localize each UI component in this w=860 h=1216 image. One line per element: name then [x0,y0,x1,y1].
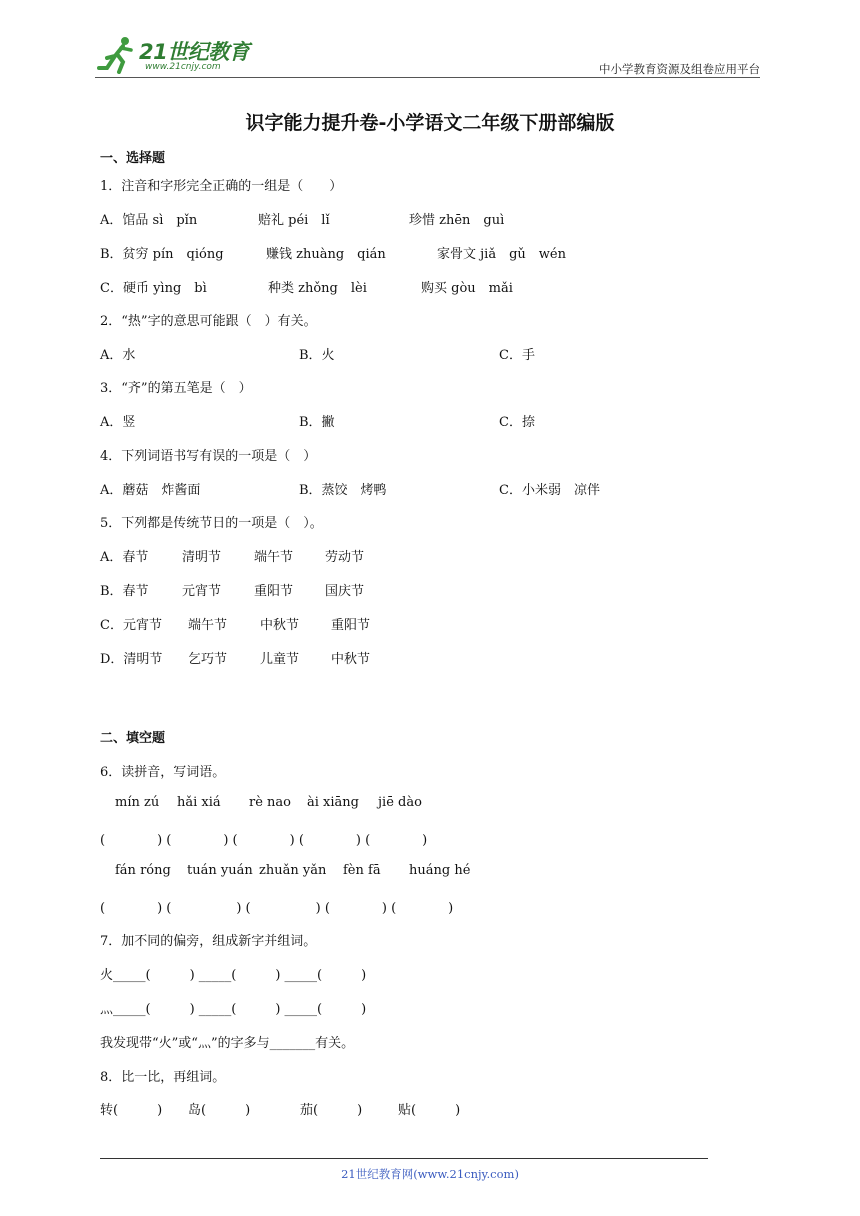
pinyin: fèn fā [343,863,381,878]
question-7-row-2: 灬_____( ) _____( ) _____( ) [100,1002,367,1017]
section-heading-fill: 二、填空题 [100,731,166,746]
option-part: A．馆品 sì pǐn [100,213,198,228]
platform-name: 中小学教育资源及组卷应用平台 [599,62,760,76]
option-c: C．小米弱 凉伴 [499,483,600,498]
option-part: 家骨文 jiǎ gǔ wén [437,247,566,262]
question-7-stem: 7．加不同的偏旁，组成新字并组词。 [100,934,317,949]
question-6-blanks-row-1: ( ) ( ) ( ) ( ) ( ) [100,833,428,848]
option-part: 重阳节 [331,618,371,633]
option-part: 儿童节 [260,652,300,667]
option-c: C．捺 [499,415,535,430]
pinyin: ài xiāng [307,795,359,810]
option-part: 珍惜 zhēn guì [409,213,505,228]
question-7-row-1: 火_____( ) _____( ) _____( ) [100,968,367,983]
option-part: D．清明节 [100,652,163,667]
option-part: 赔礼 péi lǐ [258,213,330,228]
compare-item: 贴( ) [398,1103,461,1118]
option-part: 中秋节 [260,618,300,633]
pinyin: jiē dào [378,795,422,810]
pinyin: tuán yuán [187,863,253,878]
option-part: 赚钱 zhuàng qián [266,247,386,262]
question-3-stem: 3．“齐”的第五笔是（ ） [100,381,252,396]
pinyin: zhuǎn yǎn [259,863,327,878]
option-part: 购买 gòu mǎi [421,281,513,296]
compare-item: 转( ) [100,1103,163,1118]
question-8-stem: 8．比一比，再组词。 [100,1070,226,1085]
pinyin: huáng hé [409,863,471,878]
page-title: 识字能力提升卷-小学语文二年级下册部编版 [245,112,615,134]
option-b: B．火 [299,348,335,363]
option-b: B．蒸饺 烤鸭 [299,483,387,498]
pinyin: mín zú [115,795,160,810]
pinyin: hǎi xiá [177,795,221,810]
option-a: A．蘑菇 炸酱面 [100,483,201,498]
option-part: 元宵节 [182,584,222,599]
section-heading-choice: 一、选择题 [100,151,166,166]
question-7-note: 我发现带“火”或“灬”的字多与_______有关。 [100,1036,355,1051]
runner-logo-icon [95,34,139,74]
compare-item: 岛( ) [188,1103,251,1118]
option-part: 端午节 [188,618,228,633]
option-part: B．春节 [100,584,149,599]
option-c: C．手 [499,348,535,363]
option-part: 种类 zhǒng lèi [268,281,367,296]
option-b: B．撇 [299,415,335,430]
logo-url: www.21cnjy.com [145,62,221,72]
question-1-stem: 1．注音和字形完全正确的一组是（ ） [100,179,343,194]
logo [95,34,265,74]
question-6-stem: 6．读拼音，写词语。 [100,765,226,780]
question-4-stem: 4．下列词语书写有误的一项是（ ） [100,449,317,464]
option-part: 劳动节 [325,550,365,565]
option-part: B．贫穷 pín qióng [100,247,224,262]
option-a: A．竖 [100,415,136,430]
compare-item: 茄( ) [300,1103,363,1118]
option-part: 清明节 [182,550,222,565]
option-part: 重阳节 [254,584,294,599]
question-6-blanks-row-2: ( ) ( ) ( ) ( ) ( ) [100,901,454,916]
option-part: C．硬币 yìng bì [100,281,207,296]
question-2-stem: 2．“热”字的意思可能跟（ ）有关。 [100,314,317,329]
option-part: 中秋节 [331,652,371,667]
option-part: 端午节 [254,550,294,565]
header-divider [95,77,760,78]
question-5-stem: 5．下列都是传统节日的一项是（ ）。 [100,516,323,531]
pinyin: rè nao [249,795,291,810]
page-header [95,30,760,80]
option-part: 乞巧节 [188,652,228,667]
option-part: C．元宵节 [100,618,162,633]
footer-link[interactable]: 21世纪教育网(www.21cnjy.com) [341,1167,519,1181]
pinyin: fán róng [115,863,171,878]
option-part: 国庆节 [325,584,365,599]
option-a: A．水 [100,348,136,363]
logo-text: 21世纪教育 [139,40,250,64]
footer-divider [100,1158,708,1159]
option-part: A．春节 [100,550,149,565]
